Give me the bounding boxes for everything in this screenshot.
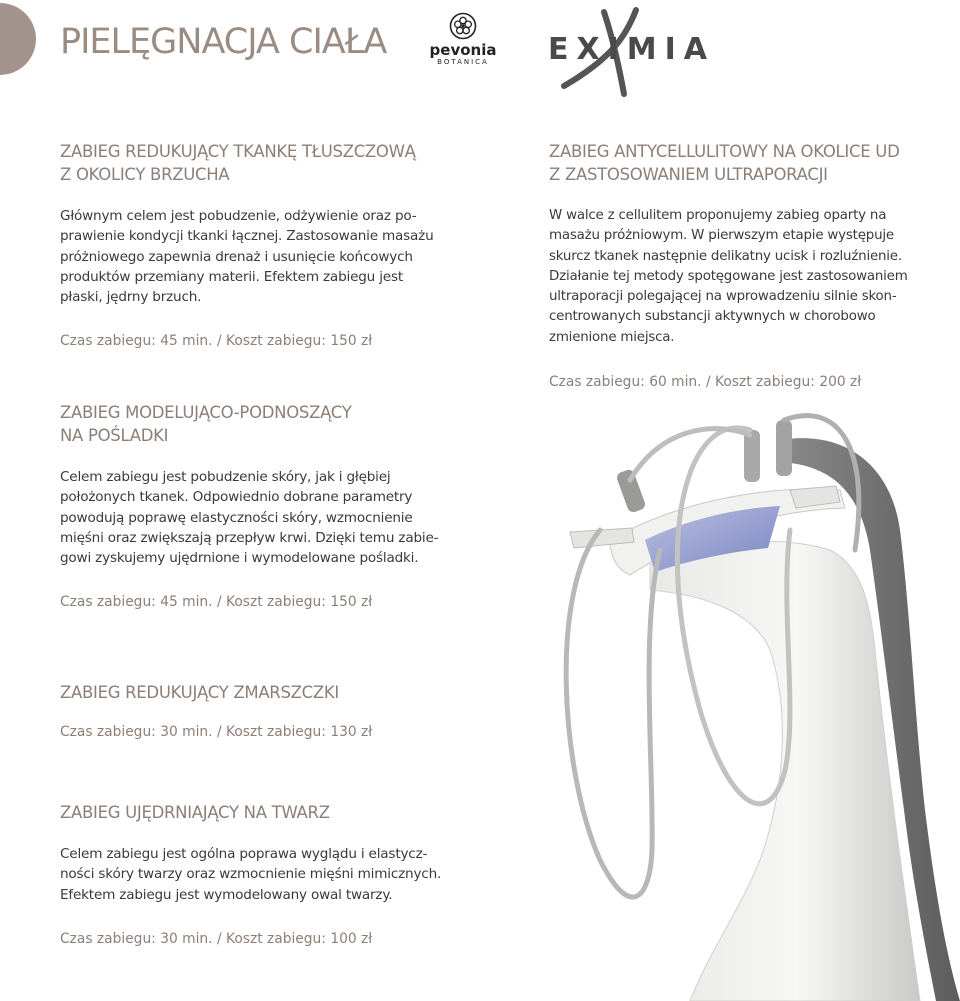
description-line: masażu próżniowym. W pierwszym etapie występuje bbox=[549, 228, 894, 244]
body-treatment-device-image bbox=[540, 390, 960, 1001]
section-description bbox=[60, 467, 460, 568]
description-line: prawienie kondycji tkanki łącznej. Zastosowanie masażu bbox=[60, 228, 434, 245]
section-title-line: NA POŚLADKI bbox=[60, 426, 169, 445]
section-title bbox=[549, 140, 949, 186]
section-time-price: Czas zabiegu: 45 min. / Koszt zabiegu: 150 zł bbox=[60, 594, 373, 611]
eximia-logo-text: EXIMIA bbox=[548, 32, 716, 67]
section-title bbox=[60, 681, 460, 704]
description-line: Celem zabiegu jest pobudzenie skóry, jak i głębiej bbox=[60, 469, 391, 485]
description-line: ności skóry twarzy oraz wzmocnienie mięśni mimicznych. bbox=[60, 866, 442, 883]
description-line: Celem zabiegu jest ogólna poprawa wyglądu i elastycz- bbox=[60, 846, 428, 862]
section-title-line: ZABIEG MODELUJĄCO-PODNOSZĄCY bbox=[60, 403, 352, 422]
description-line: mięśni oraz zwiększają przepływ krwi. Dzięki temu zabie- bbox=[60, 529, 439, 546]
section-title-line: ZABIEG ANTYCELLULITOWY NA OKOLICE UD bbox=[549, 142, 900, 161]
section-title bbox=[60, 140, 460, 186]
description-line: centrowanych substancji aktywnych w chorobowo bbox=[549, 309, 876, 325]
section-title bbox=[60, 401, 460, 447]
description-line: próżniowego zapewnia drenaż i usunięcie końcowych bbox=[60, 248, 413, 265]
treatment-section-thighs-cellulite bbox=[549, 140, 949, 392]
section-title-line: Z OKOLICY BRZUCHA bbox=[60, 165, 230, 184]
section-time-price: Czas zabiegu: 60 min. / Koszt zabiegu: 200 zł bbox=[549, 374, 862, 391]
description-line: Głównym celem jest pobudzenie, odżywienie oraz po- bbox=[60, 208, 417, 224]
pevonia-logo-name: pevonia bbox=[429, 41, 497, 59]
section-time-price: Czas zabiegu: 45 min. / Koszt zabiegu: 150 zł bbox=[60, 333, 373, 350]
page-title: PIELĘGNACJA CIAŁA bbox=[60, 22, 387, 62]
pevonia-logo-sub: BOTANICA bbox=[437, 58, 489, 66]
description-line: powodują poprawę elastyczności skóry, wzmocnienie bbox=[60, 509, 413, 526]
section-title-line: ZABIEG REDUKUJĄCY TKANKĘ TŁUSZCZOWĄ bbox=[60, 142, 416, 161]
description-line: skurcz tkanek następnie delikatny ucisk i rozluźnienie. bbox=[549, 248, 902, 264]
description-line: zmienione miejsca. bbox=[549, 329, 675, 345]
corner-decoration-circle bbox=[0, 3, 36, 75]
section-title-line: ZABIEG REDUKUJĄCY ZMARSZCZKI bbox=[60, 683, 339, 702]
section-time-price: Czas zabiegu: 30 min. / Koszt zabiegu: 130 zł bbox=[60, 724, 373, 740]
treatment-section-wrinkles bbox=[60, 681, 460, 742]
treatment-section-abdomen bbox=[60, 140, 460, 351]
treatment-section-buttocks bbox=[60, 401, 460, 612]
section-time-price: Czas zabiegu: 30 min. / Koszt zabiegu: 100 zł bbox=[60, 930, 373, 947]
description-line: płaski, jędrny brzuch. bbox=[60, 289, 202, 306]
description-line: W walce z cellulitem proponujemy zabieg oparty na bbox=[549, 208, 887, 223]
description-line: Efektem zabiegu jest wymodelowany owal twarzy. bbox=[60, 886, 393, 903]
section-title bbox=[60, 801, 460, 824]
section-title-line: ZABIEG UJĘDRNIAJĄCY NA TWARZ bbox=[60, 803, 330, 822]
eximia-logo bbox=[542, 6, 722, 98]
section-description bbox=[60, 206, 460, 307]
pevonia-logo bbox=[418, 12, 508, 72]
description-line: ultraporacji polegającej na wprowadzeniu silnie skon- bbox=[549, 289, 897, 305]
section-title-line: Z ZASTOSOWANIEM ULTRAPORACJI bbox=[549, 165, 828, 184]
treatment-section-face-firming bbox=[60, 801, 460, 949]
description-line: położonych tkanek. Odpowiednio dobrane parametry bbox=[60, 489, 413, 506]
description-line: Działanie tej metody spotęgowane jest zastosowaniem bbox=[549, 268, 908, 284]
description-line: gowi zyskujemy ujędrnione i wymodelowane pośladki. bbox=[60, 550, 419, 567]
section-description bbox=[549, 206, 949, 348]
pevonia-flower-icon bbox=[449, 12, 477, 40]
description-line: produktów przemiany materii. Efektem zabiegu jest bbox=[60, 268, 403, 285]
section-description bbox=[60, 844, 460, 905]
